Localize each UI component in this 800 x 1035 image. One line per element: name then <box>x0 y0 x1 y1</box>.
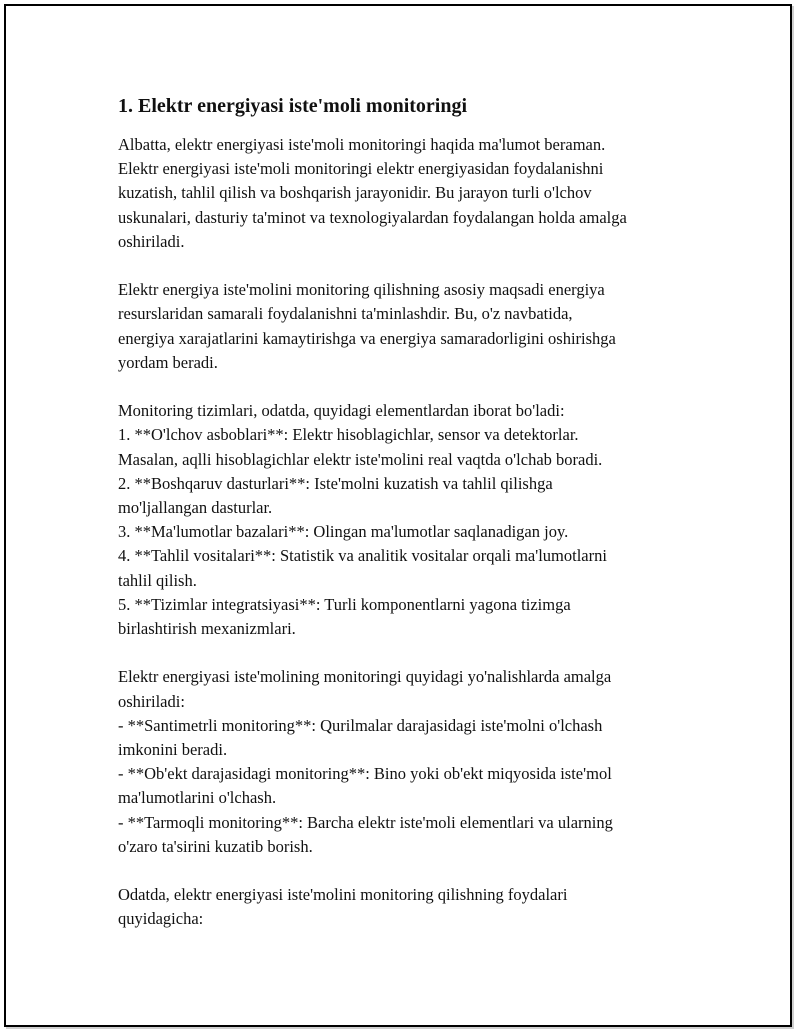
text-line: Albatta, elektr energiyasi iste'moli monitoringi haqida ma'lumot beraman. <box>118 135 606 154</box>
list-item: - **Tarmoqli monitoring**: Barcha elektr iste'moli elementlari va ularning <box>118 812 613 832</box>
text-line: Elektr energiya iste'molini monitoring qilishning asosiy maqsadi energiya <box>118 280 605 300</box>
paragraph-intro <box>118 133 718 254</box>
text-line: Elektr energiyasi iste'molining monitoringi quyidagi yo'nalishlarda amalga <box>118 667 612 687</box>
text-line: uskunalari, dasturiy ta'minot va texnologiyalardan foydalangan holda amalga <box>118 207 627 227</box>
text-line: oshiriladi: <box>118 691 185 711</box>
document-title: 1. Elektr energiyasi iste'moli monitoringi <box>118 95 468 117</box>
text-line: imkonini beradi. <box>118 740 228 760</box>
list-item: 1. **O'lchov asboblari**: Elektr hisoblagichlar, sensor va detektorlar. <box>118 425 579 445</box>
text-line: Monitoring tizimlari, odatda, quyidagi elementlardan iborat bo'ladi: <box>118 401 565 421</box>
list-item: 2. **Boshqaruv dasturlari**: Iste'molni kuzatish va tahlil qilishga <box>118 473 553 493</box>
text-line: kuzatish, tahlil qilish va boshqarish jarayonidir. Bu jarayon turli o'lchov <box>118 183 592 203</box>
text-line: energiya xarajatlarini kamaytirishga va energiya samaradorligini oshirishga <box>118 328 616 348</box>
list-item: 3. **Ma'lumotlar bazalari**: Olingan ma'lumotlar saqlanadigan joy. <box>118 522 569 542</box>
list-item: 4. **Tahlil vositalari**: Statistik va analitik vositalar orqali ma'lumotlarni <box>118 546 607 566</box>
paragraph-directions-list <box>118 665 718 859</box>
text-line: yordam beradi. <box>118 352 218 372</box>
text-line: mo'ljallangan dasturlar. <box>118 498 273 518</box>
list-item: - **Ob'ekt darajasidagi monitoring**: Bino yoki ob'ekt miqyosida iste'mol <box>118 764 612 784</box>
list-item: 5. **Tizimlar integratsiyasi**: Turli komponentlarni yagona tizimga <box>118 594 571 614</box>
text-line: Masalan, aqlli hisoblagichlar elektr iste'molini real vaqtda o'lchab boradi. <box>118 449 603 469</box>
paragraph-benefits <box>118 883 718 931</box>
text-line: resurslaridan samarali foydalanishni ta'minlashdir. Bu, o'z navbatida, <box>118 304 573 324</box>
paragraph-purpose <box>118 278 718 375</box>
text-line: birlashtirish mexanizmlari. <box>118 619 296 639</box>
paragraph-elements-list <box>118 399 718 641</box>
text-line: tahlil qilish. <box>118 570 197 590</box>
text-line: oshiriladi. <box>118 231 185 251</box>
text-line: o'zaro ta'sirini kuzatib borish. <box>118 836 313 856</box>
text-line: Odatda, elektr energiyasi iste'molini monitoring qilishning foydalari <box>118 885 568 905</box>
list-item: - **Santimetrli monitoring**: Qurilmalar darajasidagi iste'molni o'lchash <box>118 715 603 735</box>
document-body <box>118 92 718 956</box>
text-line: Elektr energiyasi iste'moli monitoringi elektr energiyasidan foydalanishni <box>118 159 604 179</box>
text-line: quyidagicha: <box>118 909 204 929</box>
text-line: ma'lumotlarini o'lchash. <box>118 788 277 808</box>
